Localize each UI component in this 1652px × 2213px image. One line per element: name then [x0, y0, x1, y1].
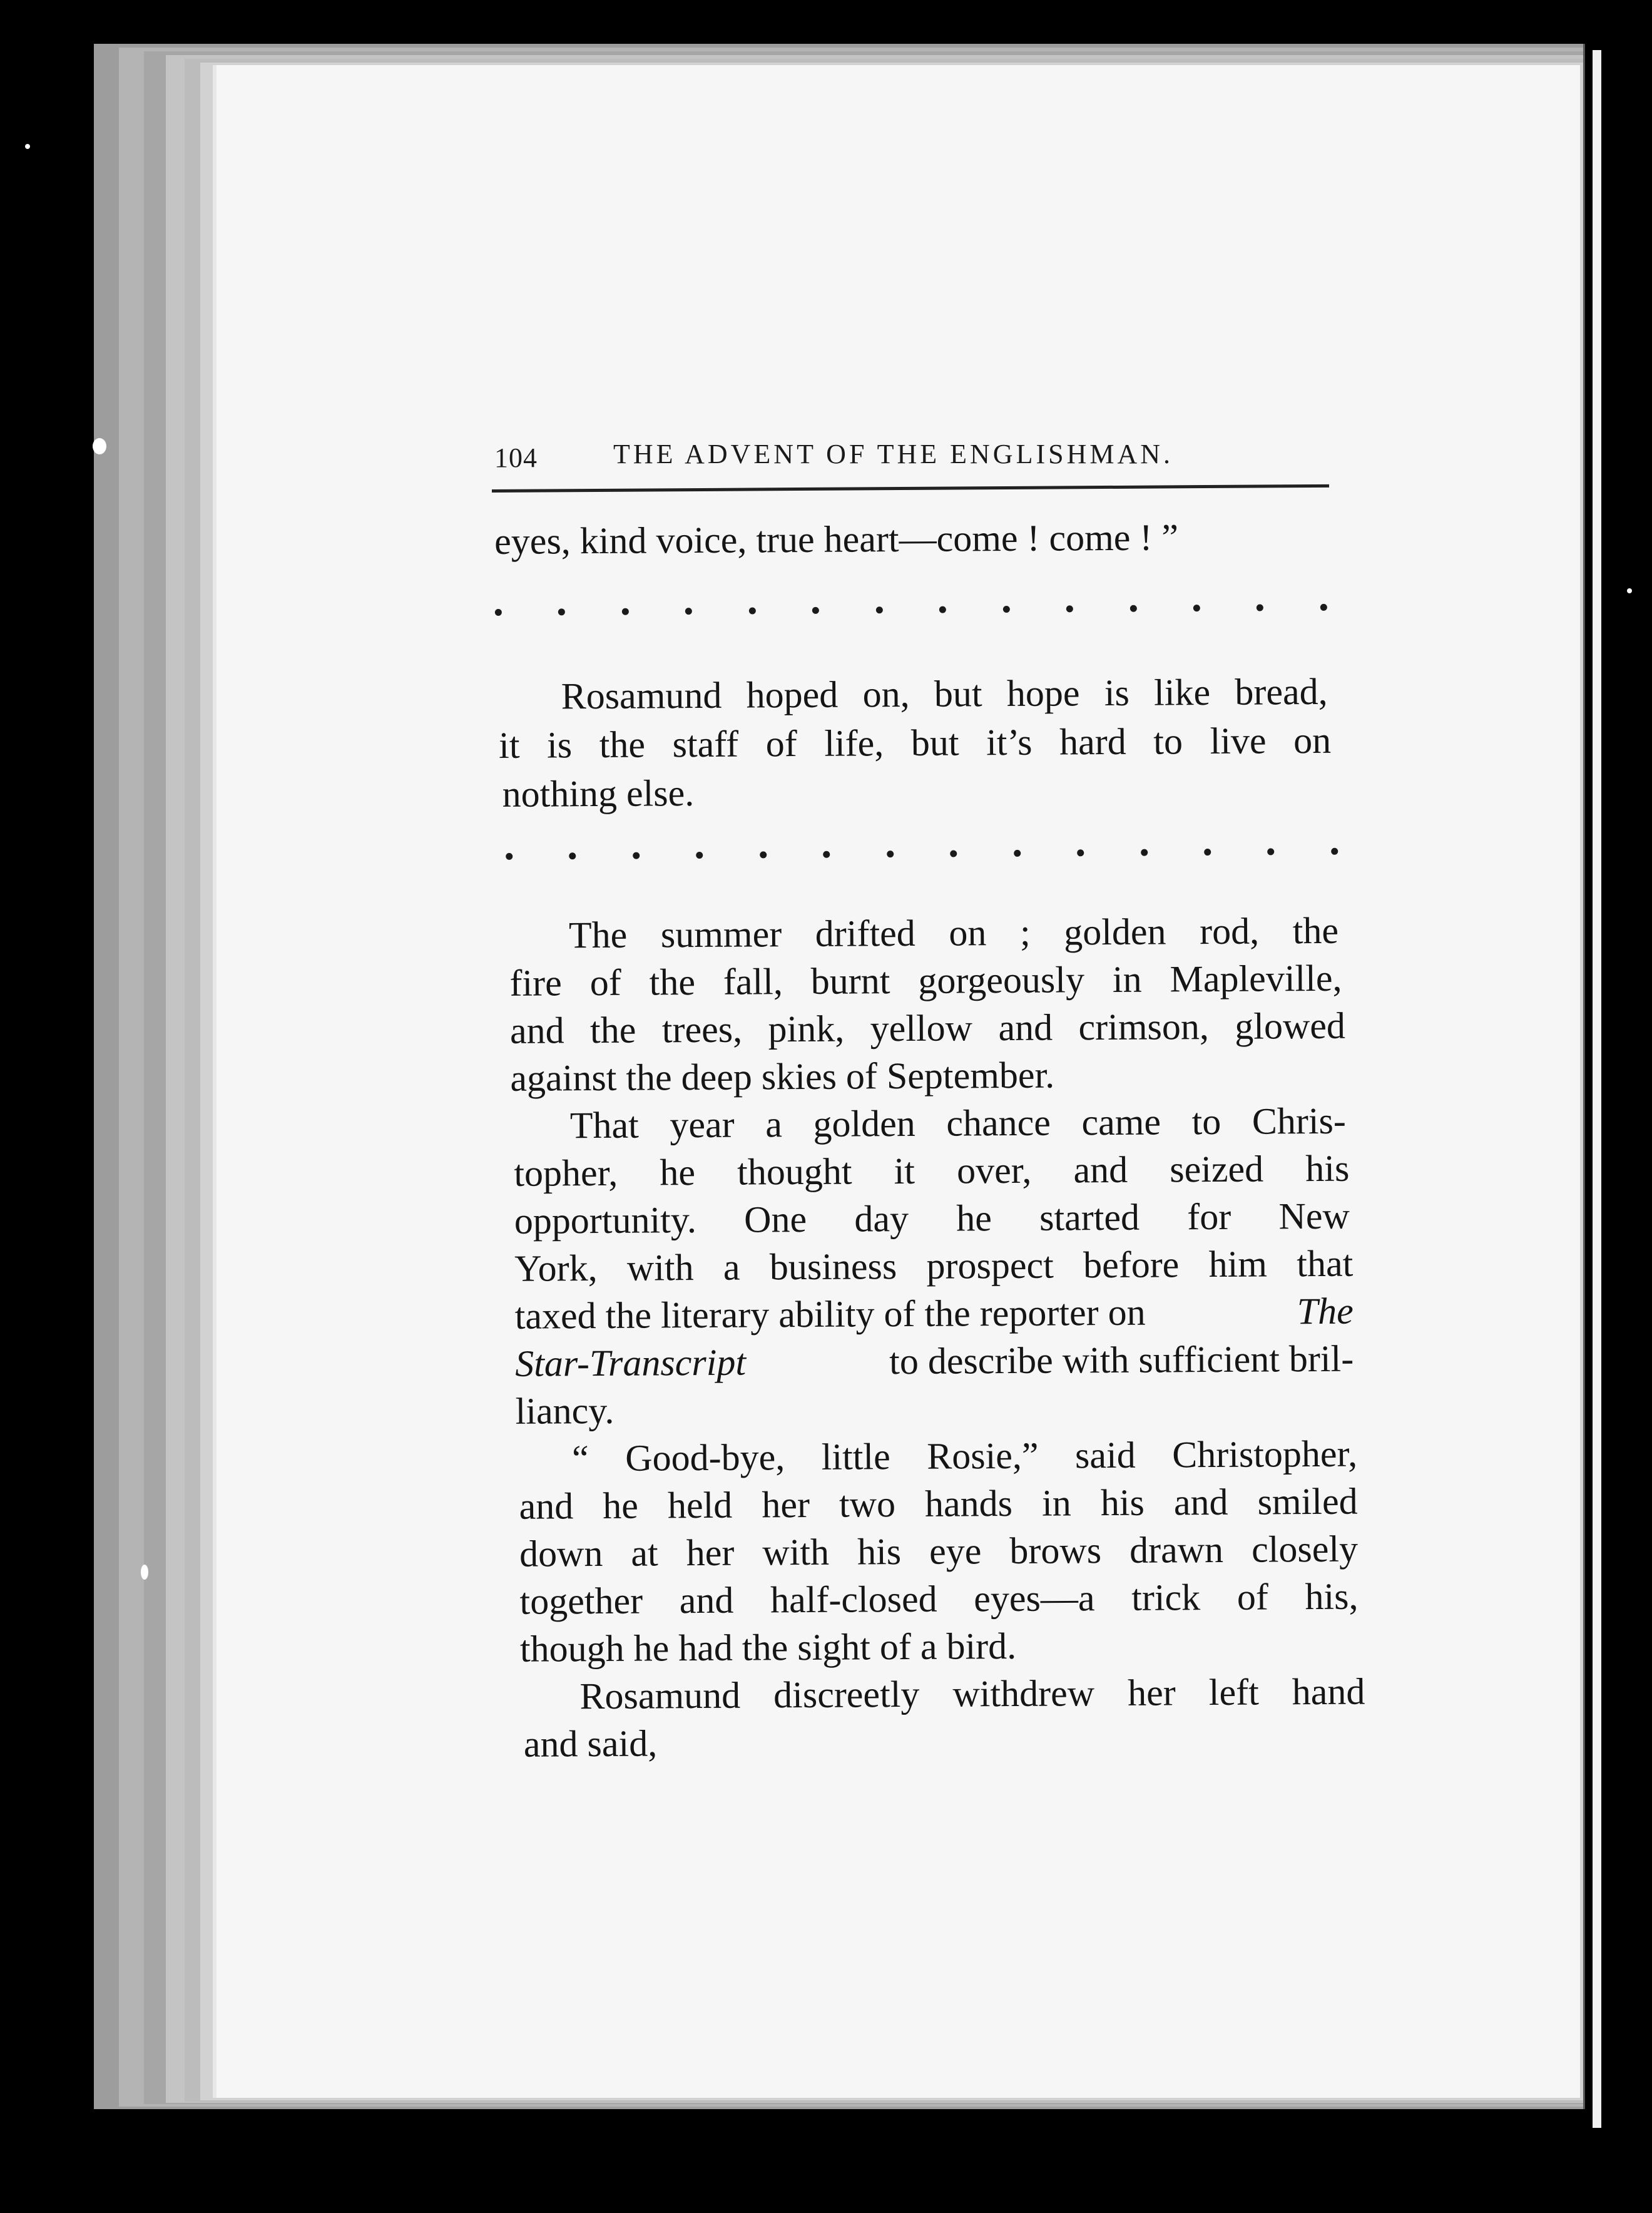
ellipsis-dot: [685, 608, 692, 615]
ellipsis-dot: [887, 851, 894, 857]
ellipsis-dot: [1204, 849, 1211, 856]
ellipsis-dot: [495, 609, 502, 616]
text-line: York, with a business prospect before him that: [514, 1242, 1354, 1289]
ellipsis-dot: [506, 853, 512, 860]
text-line: [515, 1292, 1354, 1335]
ellipsis-dot: [939, 606, 946, 613]
text-line: Rosamund hoped on, but hope is like bread,: [561, 670, 1328, 717]
ellipsis-dot: [558, 608, 565, 615]
running-header: [494, 438, 1330, 482]
ellipsis-dot: [696, 852, 703, 859]
text-fragment: to describe with sufficient bril-: [889, 1337, 1354, 1382]
text-line: it is the staff of life, but it’s hard to live on: [498, 719, 1332, 766]
text-line: fire of the fall, burnt gorgeously in Mapleville,: [509, 957, 1342, 1004]
text-line: “ Good-bye, little Rosie,” said Christopher,: [571, 1433, 1358, 1480]
text-line: topher, he thought it over, and seized his: [514, 1147, 1350, 1194]
text-line: That year a golden chance came to Chris-: [569, 1100, 1347, 1147]
ellipsis-dot: [876, 606, 883, 613]
text-fragment: taxed the literary ability of the reporter on: [514, 1291, 1146, 1337]
text-line: eyes, kind voice, true heart—come ! come ! ”: [494, 516, 1179, 562]
text-line: though he had the sight of a bird.: [519, 1625, 1017, 1670]
facing-page-edge: [1593, 50, 1601, 2128]
scan-speck: [25, 144, 30, 149]
text-line: opportunity. One day he started for New: [514, 1195, 1350, 1242]
ellipsis-dot: [569, 852, 576, 859]
scan-speck: [1627, 588, 1632, 593]
ellipsis-dot: [1129, 605, 1136, 612]
ellipsis-dot: [1141, 849, 1148, 856]
ellipsis-dot: [1268, 848, 1275, 855]
italic-text: The: [1297, 1290, 1354, 1332]
text-line: The summer drifted on ; golden rod, the: [568, 909, 1339, 956]
ellipsis-dot: [760, 851, 767, 858]
italic-text: Star-Transcript: [515, 1341, 747, 1384]
text-line: against the deep skies of September.: [510, 1054, 1055, 1099]
text-line: together and half-closed eyes—a trick of his,: [519, 1575, 1359, 1622]
text-line: [515, 1337, 1354, 1384]
text-line: and said,: [523, 1722, 658, 1765]
ellipsis-dot: [1320, 604, 1327, 611]
ellipsis-dot: [1193, 605, 1200, 611]
ellipsis-dot: [950, 850, 957, 857]
ellipsis-dot: [749, 607, 756, 614]
ellipsis-dot: [1014, 850, 1021, 857]
text-line: Rosamund discreetly withdrew her left hand: [579, 1670, 1365, 1717]
text-line: and he held her two hands in his and smiled: [519, 1480, 1358, 1527]
text-line: liancy.: [515, 1389, 614, 1432]
running-title: THE ADVENT OF THE ENGLISHMAN.: [613, 439, 1174, 469]
scan-speck: [141, 1565, 148, 1580]
ellipsis-dot: [823, 851, 830, 858]
ellipsis-dot: [1257, 604, 1263, 611]
text-line: and the trees, pink, yellow and crimson, glowed: [509, 1004, 1346, 1051]
ellipsis-dot: [812, 607, 819, 614]
text-line: nothing else.: [502, 772, 695, 815]
scan-speck: [93, 438, 106, 454]
ellipsis-dot: [1331, 848, 1338, 855]
ellipsis-dot: [1066, 605, 1073, 612]
ellipsis-dot: [622, 608, 629, 615]
text-line: down at her with his eye brows drawn closely: [519, 1528, 1359, 1575]
ellipsis-dot: [1002, 606, 1009, 613]
ellipsis-dot: [633, 852, 640, 859]
page-number: 104: [494, 442, 538, 473]
ellipsis-dot: [1077, 849, 1084, 856]
